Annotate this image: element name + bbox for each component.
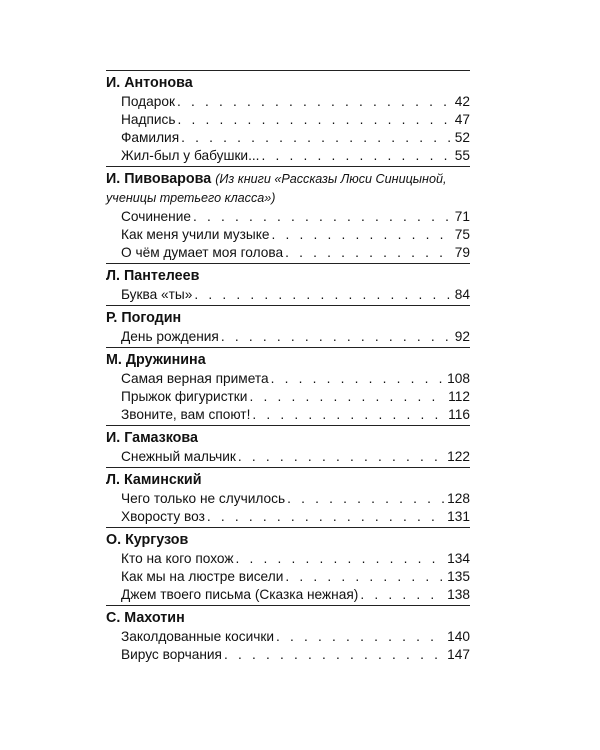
- author-name: И. Антонова: [106, 75, 193, 91]
- author-heading: [106, 531, 470, 550]
- author-heading: [106, 309, 470, 328]
- page-number: 134: [447, 551, 470, 566]
- entry-title: Жил-был у бабушки...: [121, 148, 260, 163]
- dot-leader: [194, 286, 452, 304]
- page-number: 52: [454, 130, 470, 145]
- page-number: 135: [447, 569, 470, 584]
- page-number: 71: [454, 209, 470, 224]
- toc-section: [106, 70, 470, 165]
- toc-entry[interactable]: [121, 490, 470, 508]
- page-number: 140: [447, 629, 470, 644]
- toc-section: [106, 305, 470, 346]
- toc-entry[interactable]: [121, 226, 470, 244]
- page-number: 131: [447, 509, 470, 524]
- entry-title: Снежный мальчик: [121, 449, 236, 464]
- entry-title: Фамилия: [121, 130, 180, 145]
- dot-leader: [193, 208, 453, 226]
- toc-entry[interactable]: [121, 147, 470, 165]
- toc-entry[interactable]: [121, 328, 470, 346]
- entry-title: Надпись: [121, 112, 176, 127]
- toc-entry[interactable]: [121, 370, 470, 388]
- page-number: 42: [454, 94, 470, 109]
- page-number: 75: [454, 227, 470, 242]
- toc-entry[interactable]: [121, 208, 470, 226]
- author-name: С. Махотин: [106, 610, 185, 626]
- page-number: 122: [447, 449, 470, 464]
- author-heading: [106, 170, 470, 208]
- page-number: 147: [447, 647, 470, 662]
- author-name: И. Пивоварова: [106, 171, 212, 187]
- page-number: 138: [447, 587, 470, 602]
- entry-title: Буква «ты»: [121, 287, 193, 302]
- author-heading: [106, 351, 470, 370]
- author-name: Р. Погодин: [106, 310, 182, 326]
- toc-section: [106, 467, 470, 526]
- entry-title: День рождения: [121, 329, 219, 344]
- toc-entry[interactable]: [121, 646, 470, 664]
- page-number: 79: [454, 245, 470, 260]
- author-name: Л. Пантелеев: [106, 268, 200, 284]
- author-name: О. Кургузов: [106, 532, 189, 548]
- dot-leader: [285, 568, 445, 586]
- page-number: 84: [454, 287, 470, 302]
- author-name: Л. Каминский: [106, 472, 202, 488]
- toc-entry[interactable]: [121, 129, 470, 147]
- entry-title: Вирус ворчания: [121, 647, 222, 662]
- dot-leader: [238, 448, 445, 466]
- toc-entry[interactable]: [121, 508, 470, 526]
- entry-title: Кто на кого похож: [121, 551, 234, 566]
- dot-leader: [271, 370, 446, 388]
- entry-title: О чём думает моя голова: [121, 245, 284, 260]
- dot-leader: [177, 93, 453, 111]
- entry-title: Чего только не случилось: [121, 491, 286, 506]
- toc-entry[interactable]: [121, 550, 470, 568]
- toc-section: [106, 263, 470, 304]
- page-number: 47: [454, 112, 470, 127]
- dot-leader: [224, 646, 445, 664]
- toc-entry[interactable]: [121, 111, 470, 129]
- entry-title: Заколдованные косички: [121, 629, 275, 644]
- entry-title: Звоните, вам споют!: [121, 407, 251, 422]
- dot-leader: [262, 147, 453, 165]
- entry-title: Прыжок фигуристки: [121, 389, 248, 404]
- entry-title: Подарок: [121, 94, 175, 109]
- author-heading: [106, 74, 470, 93]
- dot-leader: [276, 628, 445, 646]
- author-note: (Из книги «Рассказы Люси Синицыной, ученицы третьего класса»): [106, 172, 447, 205]
- entry-title: Как меня учили музыке: [121, 227, 270, 242]
- toc-section: [106, 425, 470, 466]
- toc-entry[interactable]: [121, 93, 470, 111]
- author-heading: [106, 267, 470, 286]
- toc-entry[interactable]: [121, 448, 470, 466]
- toc-entry[interactable]: [121, 568, 470, 586]
- author-name: М. Дружинина: [106, 352, 206, 368]
- page-number: 55: [454, 148, 470, 163]
- dot-leader: [272, 226, 453, 244]
- entry-title: Сочинение: [121, 209, 191, 224]
- toc-section: [106, 347, 470, 424]
- page-number: 116: [448, 407, 470, 422]
- dot-leader: [236, 550, 446, 568]
- toc-entry[interactable]: [121, 244, 470, 262]
- toc-entry[interactable]: [121, 286, 470, 304]
- page-number: 92: [454, 329, 470, 344]
- entry-title: Как мы на люстре висели: [121, 569, 284, 584]
- toc-section: [106, 605, 470, 664]
- toc-entry[interactable]: [121, 406, 470, 424]
- dot-leader: [207, 508, 445, 526]
- entry-title: Самая верная примета: [121, 371, 269, 386]
- author-heading: [106, 609, 470, 628]
- dot-leader: [360, 586, 445, 604]
- entry-title: Джем твоего письма (Сказка нежная): [121, 587, 359, 602]
- dot-leader: [285, 244, 453, 262]
- dot-leader: [221, 328, 453, 346]
- toc-section: [106, 527, 470, 604]
- toc-section: [106, 166, 470, 262]
- dot-leader: [249, 388, 446, 406]
- page-number: 108: [447, 371, 470, 386]
- author-heading: [106, 471, 470, 490]
- dot-leader: [181, 129, 453, 147]
- author-heading: [106, 429, 470, 448]
- dot-leader: [252, 406, 446, 424]
- toc-entry[interactable]: [121, 628, 470, 646]
- page-number: 128: [447, 491, 470, 506]
- page-number: 112: [448, 389, 470, 404]
- dot-leader: [287, 490, 445, 508]
- toc-entry[interactable]: [121, 388, 470, 406]
- entry-title: Хворосту воз: [121, 509, 205, 524]
- dot-leader: [178, 111, 453, 129]
- table-of-contents: [106, 70, 470, 665]
- toc-entry[interactable]: [121, 586, 470, 604]
- author-name: И. Гамазкова: [106, 430, 198, 446]
